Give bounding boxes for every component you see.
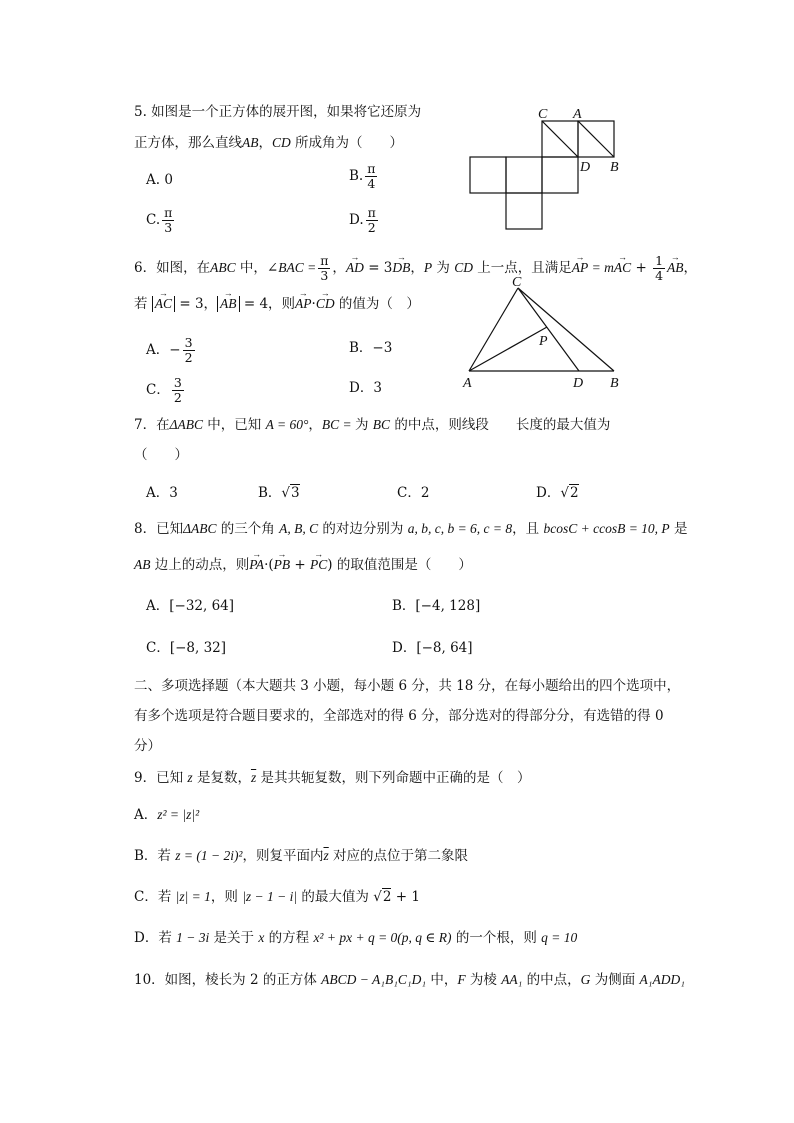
net-square-mid-1	[470, 157, 506, 193]
q8-line1: 8．已知ΔABC 的三个角 A, B, C 的对边分别为 a, b, c, b = 6, c = 8，且 bcosC + ccosB = 10, P 是	[134, 521, 688, 537]
q6-option-d: D．3	[349, 380, 382, 396]
q6-triangle-figure	[455, 275, 630, 393]
q9-stem: 9．已知 z 是复数，$\overline{z}$ 是其共轭复数，则下列命题中正确的是（ ）	[134, 770, 531, 786]
q6-option-b: B．−3	[349, 340, 393, 356]
q7-line2: （ ）	[134, 447, 188, 463]
side-ac	[469, 288, 518, 371]
q7-option-d: D．√2	[536, 485, 579, 501]
q6-line1: 6．如图，在ABC 中，∠BAC = $\frac{\pi}{3}$ ，→ AD = 3→ DB，P 为 CD 上一点，且满足→ AP = m→ AC + $\frac{1}{4}$ → AB，	[134, 254, 697, 283]
label-d: D	[580, 160, 591, 175]
line-ab	[578, 121, 614, 157]
q8-option-d: D．[−8, 64]	[392, 640, 473, 656]
q8-option-c: C．[−8, 32]	[146, 640, 227, 656]
q7-option-c: C．2	[397, 485, 430, 501]
q7-line1: 7．在ΔABC 中，已知 A = 60°，BC = 为 BC 的中点，则线段 长度的最大值为	[134, 417, 611, 433]
q10-stem: 10．如图，棱长为 2 的正方体 ABCD − A₁B₁C₁D₁ 中，F 为棱 AA₁ 的中点，G 为侧面 A₁ADD₁	[134, 972, 685, 988]
q9-option-c: C．若 |z| = 1，则 |z − 1 − i| 的最大值为 √2 + 1	[134, 889, 420, 905]
segment-cd	[518, 288, 579, 371]
side-cb	[518, 288, 614, 371]
label-a: A	[463, 376, 472, 391]
label-c: C	[538, 107, 548, 122]
label-b: B	[610, 376, 619, 391]
segment-ap	[469, 327, 547, 371]
q5-cube-net-figure	[460, 100, 630, 235]
net-square-mid-3	[542, 157, 578, 193]
q5-option-c: C. $\frac{\pi}{3}$	[146, 205, 173, 235]
q9-option-a: A．z² = |z|²	[134, 807, 200, 823]
net-square-mid-2	[506, 157, 542, 193]
q7-option-b: B．√3	[258, 485, 300, 501]
label-d: D	[573, 376, 584, 391]
label-b: B	[610, 160, 619, 175]
section2-line3: 分）	[134, 738, 161, 754]
q6-option-a: A．− $\frac{3}{2}$	[146, 335, 193, 365]
label-c: C	[512, 275, 522, 290]
q5-line1: 5. 如图是一个正方体的展开图，如果将它还原为	[134, 104, 422, 120]
q5-line2: 正方体，那么直线AB，CD 所成角为（ ）	[134, 135, 404, 151]
section2-line1: 二、多项选择题（本大题共 3 小题，每小题 6 分，共 18 分，在每小题给出的四个选项中，	[134, 678, 681, 694]
label-a: A	[573, 107, 582, 122]
label-p: P	[539, 334, 548, 349]
q8-option-b: B．[−4, 128]	[392, 598, 481, 614]
q9-option-b: B．若 z = (1 − 2i)²，则复平面内$\overline{z}$ 对应的点位于第二象限	[134, 848, 469, 864]
q5-option-b: B. $\frac{\pi}{4}$	[349, 161, 376, 191]
q9-option-d: D．若 1 − 3i 是关于 x 的方程 x² + px + q = 0(p, q ∈ R) 的一个根，则 q = 10	[134, 930, 578, 946]
q5-option-a: A. 0	[146, 172, 173, 188]
q6-option-c: C． $\frac{3}{2}$	[146, 375, 182, 405]
section2-line2: 有多个选项是符合题目要求的，全部选对的得 6 分，部分选对的得部分分，有选错的得 0	[134, 708, 664, 724]
line-cd	[542, 121, 578, 157]
q5-option-d: D. $\frac{\pi}{2}$	[349, 205, 376, 235]
q8-line2: AB 边上的动点，则→ PA·(→ PB + → PC) 的取值范围是（ ）	[134, 556, 472, 574]
q8-option-a: A．[−32, 64]	[146, 598, 235, 614]
q6-line2: 若 → AC = 3， → AB = 4，则→ AP·→ CD 的值为（ ）	[134, 295, 420, 313]
net-square-bottom	[506, 193, 542, 229]
q7-option-a: A．3	[146, 485, 178, 501]
